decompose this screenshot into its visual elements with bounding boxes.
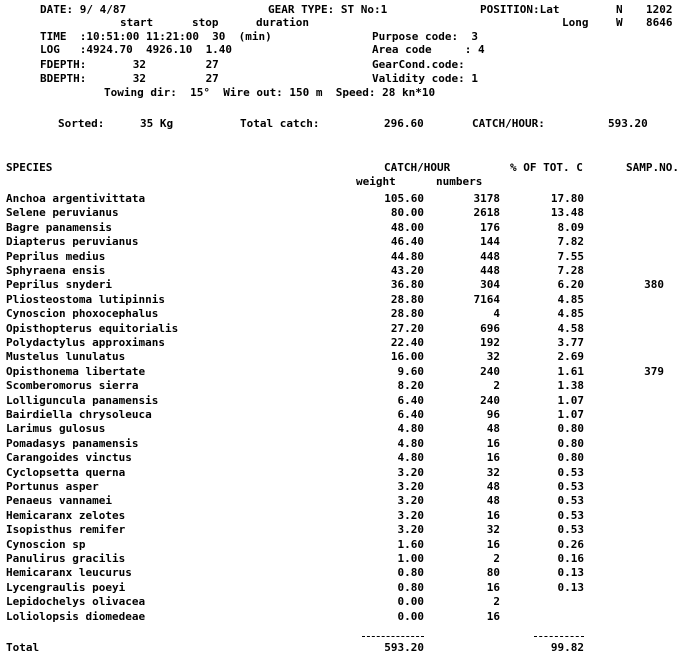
weight-value: 0.00 [397, 610, 424, 623]
species-name: Selene peruvianus [6, 206, 119, 219]
catch-hour-header: CATCH/HOUR [384, 161, 451, 174]
pct-value: 0.16 [557, 552, 584, 565]
weight-value: 6.40 [397, 394, 424, 407]
pct-value: 0.26 [557, 538, 584, 551]
pct-value: 4.85 [557, 307, 584, 320]
weight-value: 9.60 [397, 365, 424, 378]
bdepth-line: BDEPTH: 32 27 [40, 72, 219, 85]
species-name: Cyclopsetta querna [6, 466, 126, 479]
gearcond-code: GearCond.code: [372, 58, 465, 71]
numbers-value: 2 [493, 379, 500, 392]
pct-value: 13.48 [550, 206, 584, 219]
pct-value: 7.28 [557, 264, 584, 277]
numbers-value: 448 [480, 250, 500, 263]
pct-value: 3.77 [557, 336, 584, 349]
weight-value: 43.20 [390, 264, 424, 277]
numbers-value: 176 [480, 221, 500, 234]
pct-value: 0.53 [557, 523, 584, 536]
weight-value: 105.60 [384, 192, 424, 205]
sorted-label: Sorted: [58, 117, 105, 130]
numbers-value: 16 [486, 610, 500, 623]
pct-value: 0.53 [557, 494, 584, 507]
weight-value: 3.20 [397, 480, 424, 493]
pct-value: 0.13 [557, 581, 584, 594]
numbers-value: 2 [493, 552, 500, 565]
species-name: Cynoscion phoxocephalus [6, 307, 159, 320]
numbers-value: 32 [486, 466, 500, 479]
pct-value: 0.80 [557, 422, 584, 435]
species-name: Bairdiella chrysoleuca [6, 408, 152, 421]
weight-value: 28.80 [390, 293, 424, 306]
species-name: Portunus asper [6, 480, 99, 493]
pct-total-rule [534, 636, 584, 637]
total-catch-value: 296.60 [384, 117, 424, 130]
pct-value: 17.80 [550, 192, 584, 205]
species-name: Pomadasys panamensis [6, 437, 139, 450]
long-value: 8646 [646, 16, 673, 29]
species-name: Polydactylus approximans [6, 336, 165, 349]
numbers-value: 304 [480, 278, 500, 291]
numbers-value: 16 [486, 509, 500, 522]
position-label: POSITION:Lat [480, 3, 560, 16]
weight-value: 27.20 [390, 322, 424, 335]
pct-value: 0.53 [557, 466, 584, 479]
lat-hemisphere: N [616, 3, 623, 16]
weight-value: 3.20 [397, 509, 424, 522]
weight-value: 46.40 [390, 235, 424, 248]
numbers-value: 448 [480, 264, 500, 277]
catch-hour-label: CATCH/HOUR: [472, 117, 545, 130]
samp-value: 380 [644, 278, 664, 291]
date-label: DATE: 9/ 4/87 [40, 3, 127, 16]
weight-value: 0.00 [397, 595, 424, 608]
weight-value: 4.80 [397, 422, 424, 435]
long-hemisphere: W [616, 16, 623, 29]
long-label: Long [562, 16, 589, 29]
pct-value: 4.85 [557, 293, 584, 306]
species-name: Hemicaranx leucurus [6, 566, 132, 579]
numbers-value: 16 [486, 437, 500, 450]
species-name: Pliosteostoma lutipinnis [6, 293, 165, 306]
pct-value: 0.80 [557, 437, 584, 450]
weight-value: 8.20 [397, 379, 424, 392]
numbers-value: 144 [480, 235, 500, 248]
numbers-value: 80 [486, 566, 500, 579]
species-name: Anchoa argentivittata [6, 192, 146, 205]
species-name: Peprilus snyderi [6, 278, 112, 291]
species-name: Peprilus medius [6, 250, 106, 263]
numbers-value: 48 [486, 422, 500, 435]
pct-value: 1.07 [557, 408, 584, 421]
col-start-label: start [120, 16, 154, 29]
weight-value: 44.80 [390, 250, 424, 263]
numbers-value: 96 [486, 408, 500, 421]
species-name: Lepidochelys olivacea [6, 595, 146, 608]
sorted-value: 35 Kg [140, 117, 174, 130]
weight-value: 3.20 [397, 494, 424, 507]
numbers-value: 2618 [473, 206, 500, 219]
pct-value: 2.69 [557, 350, 584, 363]
pct-value: 8.09 [557, 221, 584, 234]
species-header: SPECIES [6, 161, 53, 174]
weight-value: 0.80 [397, 581, 424, 594]
fdepth-line: FDEPTH: 32 27 [40, 58, 219, 71]
numbers-value: 32 [486, 523, 500, 536]
weight-value: 1.60 [397, 538, 424, 551]
numbers-value: 4 [493, 307, 500, 320]
pct-value: 1.61 [557, 365, 584, 378]
numbers-header: numbers [436, 175, 483, 188]
col-duration-label: duration [256, 16, 309, 29]
weight-value: 48.00 [390, 221, 424, 234]
col-stop-label: stop [192, 16, 219, 29]
numbers-value: 696 [480, 322, 500, 335]
samp-header: SAMP.NO. [626, 161, 679, 174]
area-code: Area code : 4 [372, 43, 485, 56]
validity-code: Validity code: 1 [372, 72, 478, 85]
pct-value: 4.58 [557, 322, 584, 335]
total-label: Total [6, 641, 40, 654]
numbers-value: 240 [480, 394, 500, 407]
weight-value: 1.00 [397, 552, 424, 565]
pct-value: 0.13 [557, 566, 584, 579]
species-name: Larimus gulosus [6, 422, 106, 435]
species-name: Penaeus vannamei [6, 494, 112, 507]
time-line: TIME :10:51:00 11:21:00 30 (min) [40, 30, 272, 43]
species-name: Opisthopterus equitorialis [6, 322, 179, 335]
species-name: Mustelus lunulatus [6, 350, 126, 363]
numbers-value: 48 [486, 494, 500, 507]
weight-value: 4.80 [397, 451, 424, 464]
species-name: Carangoides vinctus [6, 451, 132, 464]
pct-value: 1.38 [557, 379, 584, 392]
weight-value: 36.80 [390, 278, 424, 291]
numbers-value: 7164 [473, 293, 500, 306]
pct-value: 0.53 [557, 509, 584, 522]
pct-value: 0.53 [557, 480, 584, 493]
catch-hour-value: 593.20 [608, 117, 648, 130]
pct-value: 0.80 [557, 451, 584, 464]
species-name: Sphyraena ensis [6, 264, 106, 277]
species-name: Lolliguncula panamensis [6, 394, 159, 407]
numbers-value: 2 [493, 595, 500, 608]
numbers-value: 16 [486, 581, 500, 594]
species-name: Lycengraulis poeyi [6, 581, 126, 594]
pct-header: % OF TOT. C [510, 161, 583, 174]
towing-line: Towing dir: 15° Wire out: 150 m Speed: 28 kn*10 [104, 86, 436, 99]
species-name: Hemicaranx zelotes [6, 509, 126, 522]
numbers-value: 192 [480, 336, 500, 349]
weight-value: 6.40 [397, 408, 424, 421]
weight-value: 16.00 [390, 350, 424, 363]
lat-value: 1202 [646, 3, 673, 16]
numbers-value: 48 [486, 480, 500, 493]
weight-value: 80.00 [390, 206, 424, 219]
weight-value: 0.80 [397, 566, 424, 579]
samp-value: 379 [644, 365, 664, 378]
pct-value: 1.07 [557, 394, 584, 407]
weight-value: 28.80 [390, 307, 424, 320]
species-name: Loliolopsis diomedeae [6, 610, 146, 623]
weight-value: 4.80 [397, 437, 424, 450]
weight-value: 3.20 [397, 466, 424, 479]
weight-total-rule [362, 636, 424, 637]
pct-value: 7.82 [557, 235, 584, 248]
pct-value: 7.55 [557, 250, 584, 263]
species-name: Scomberomorus sierra [6, 379, 139, 392]
numbers-value: 16 [486, 451, 500, 464]
species-name: Opisthonema libertate [6, 365, 146, 378]
species-name: Isopisthus remifer [6, 523, 126, 536]
log-line: LOG :4924.70 4926.10 1.40 [40, 43, 233, 56]
numbers-value: 240 [480, 365, 500, 378]
total-weight: 593.20 [384, 641, 424, 654]
numbers-value: 3178 [473, 192, 500, 205]
species-name: Panulirus gracilis [6, 552, 126, 565]
species-name: Diapterus peruvianus [6, 235, 139, 248]
species-name: Cynoscion sp [6, 538, 86, 551]
gear-type-label: GEAR TYPE: ST No:1 [268, 3, 388, 16]
purpose-code: Purpose code: 3 [372, 30, 478, 43]
weight-value: 3.20 [397, 523, 424, 536]
pct-value: 6.20 [557, 278, 584, 291]
weight-value: 22.40 [390, 336, 424, 349]
total-catch-label: Total catch: [240, 117, 320, 130]
weight-header: weight [356, 175, 396, 188]
numbers-value: 32 [486, 350, 500, 363]
total-pct: 99.82 [550, 641, 584, 654]
species-name: Bagre panamensis [6, 221, 112, 234]
numbers-value: 16 [486, 538, 500, 551]
